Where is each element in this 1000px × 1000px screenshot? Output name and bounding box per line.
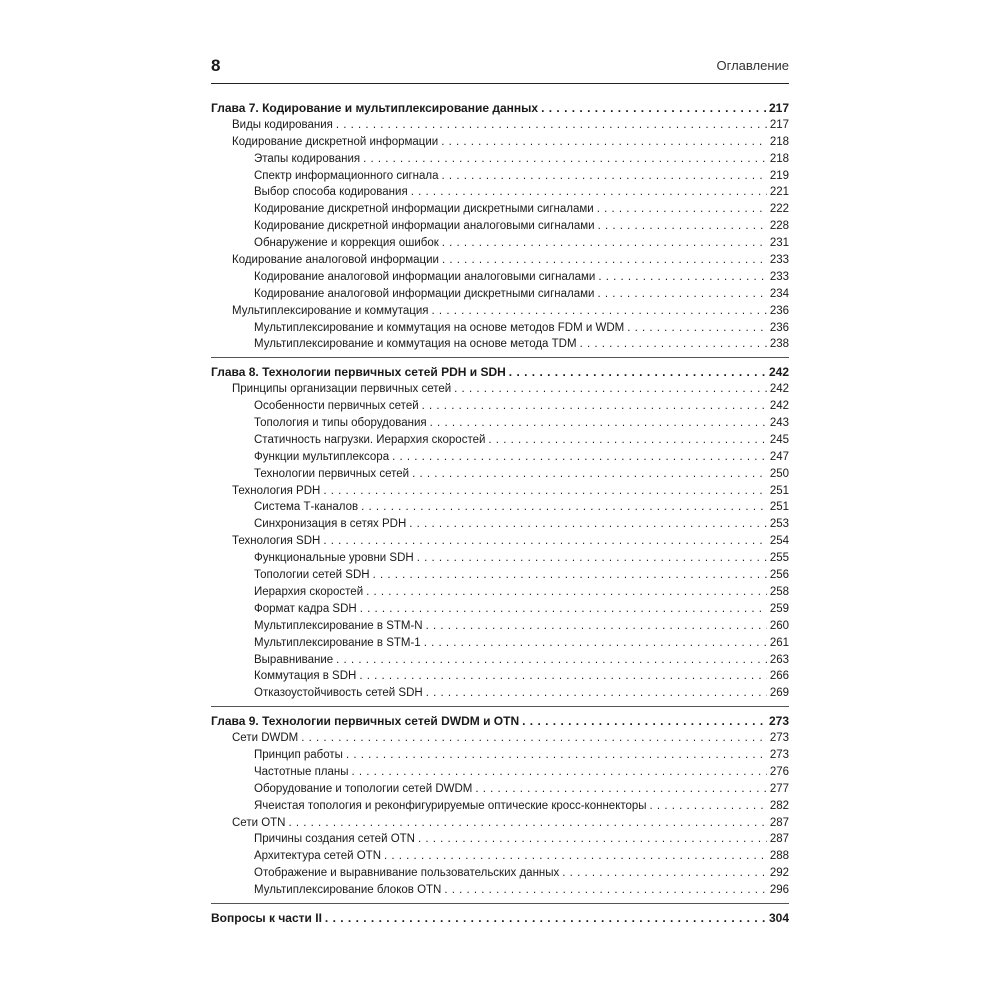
toc-entry-title: Причины создания сетей OTN (254, 833, 415, 846)
toc-entry[interactable] (211, 117, 789, 134)
toc-entry-page: 266 (769, 670, 789, 683)
dot-leader (454, 381, 767, 398)
toc-entry-page: 247 (769, 450, 789, 463)
toc-entry[interactable] (211, 668, 789, 685)
dot-leader (627, 320, 767, 337)
toc-entry-title: Технологии первичных сетей (254, 467, 410, 480)
toc-entry[interactable] (211, 747, 789, 764)
dot-leader (346, 747, 767, 764)
toc-entry-title: Коммутация в SDH (254, 670, 357, 683)
toc-entry-page: 238 (769, 338, 789, 351)
toc-entry-title: Технология SDH (232, 535, 321, 548)
dot-leader (597, 286, 766, 303)
dot-leader (597, 201, 767, 218)
toc-entry-title: Синхронизация в сетях PDH (254, 518, 407, 531)
toc-entry-title: Особенности первичных сетей (254, 400, 419, 413)
dot-leader (323, 483, 766, 500)
header-rule (211, 83, 789, 84)
toc-entry[interactable] (211, 584, 789, 601)
dot-leader (301, 730, 767, 747)
toc-entry-page: 259 (769, 602, 789, 615)
dot-leader (360, 601, 767, 618)
dot-leader (384, 848, 767, 865)
toc-chapter-entry[interactable] (211, 100, 789, 117)
toc-entry-page: 250 (769, 467, 789, 480)
toc-entry[interactable] (211, 635, 789, 652)
dot-leader (598, 269, 766, 286)
toc-entry[interactable] (211, 303, 789, 320)
toc-entry[interactable] (211, 831, 789, 848)
toc-entry-title: Глава 8. Технологии первичных сетей PDH и SDH (211, 365, 506, 380)
toc-entry[interactable] (211, 882, 789, 899)
toc-entry[interactable] (211, 550, 789, 567)
dot-leader (361, 499, 767, 516)
toc-entry-title: Выбор способа кодирования (254, 186, 408, 199)
dot-leader (336, 117, 767, 134)
dot-leader (325, 910, 766, 927)
toc-entry-page: 242 (769, 400, 789, 413)
toc-entry-page: 219 (769, 169, 789, 182)
toc-entry-title: Принципы организации первичных сетей (232, 383, 452, 396)
toc-entry[interactable] (211, 269, 789, 286)
toc-entry[interactable] (211, 865, 789, 882)
toc-entry[interactable] (211, 798, 789, 815)
toc-entry[interactable] (211, 449, 789, 466)
toc-entry-page: 251 (769, 501, 789, 514)
dot-leader (562, 865, 767, 882)
toc-entry-page: 254 (769, 535, 789, 548)
toc-entry[interactable] (211, 235, 789, 252)
toc-entry[interactable] (211, 764, 789, 781)
dot-leader (422, 398, 767, 415)
toc-entry-title: Сети DWDM (232, 732, 299, 745)
toc-entry-page: 221 (769, 186, 789, 199)
toc-chapter-group (211, 713, 789, 904)
toc-entry-title: Кодирование аналоговой информации аналоговыми сигналами (254, 270, 596, 283)
toc-entry-page: 273 (769, 748, 789, 761)
toc-entry-title: Принцип работы (254, 748, 343, 761)
toc-entry-page: 228 (769, 220, 789, 233)
toc-entry-page: 231 (769, 237, 789, 250)
toc-entry-title: Оборудование и топологии сетей DWDM (254, 782, 473, 795)
dot-leader (418, 831, 767, 848)
toc-entry[interactable] (211, 201, 789, 218)
toc-entry[interactable] (211, 601, 789, 618)
dot-leader (432, 303, 767, 320)
dot-leader (441, 134, 767, 151)
toc-entry-page: 288 (769, 850, 789, 863)
dot-leader (442, 235, 767, 252)
toc-entry[interactable] (211, 781, 789, 798)
page-header (211, 56, 789, 80)
toc-entry-page: 273 (769, 732, 789, 745)
toc-entry-page: 260 (769, 619, 789, 632)
toc-entry-page: 277 (769, 782, 789, 795)
toc-chapter-group (211, 100, 789, 358)
toc-entry-page: 218 (769, 135, 789, 148)
toc-entry-page: 255 (769, 552, 789, 565)
toc-entry-page: 292 (769, 867, 789, 880)
dot-leader (412, 466, 767, 483)
toc-chapter-group (211, 910, 789, 931)
dot-leader (442, 168, 767, 185)
dot-leader (373, 567, 767, 584)
toc-entry-title: Вопросы к части II (211, 910, 322, 925)
toc-entry-page: 282 (769, 799, 789, 812)
toc-entry-page: 243 (769, 417, 789, 430)
dot-leader (336, 652, 767, 669)
dot-leader (363, 151, 767, 168)
toc-entry[interactable] (211, 533, 789, 550)
running-title: Оглавление (716, 58, 789, 73)
toc-entry-title: Функциональные уровни SDH (254, 552, 414, 565)
toc-entry-title: Кодирование аналоговой информации дискретными сигналами (254, 287, 595, 300)
toc-entry-page: 236 (769, 304, 789, 317)
toc-entry-page: 258 (769, 585, 789, 598)
dot-leader (288, 815, 766, 832)
toc-entry-title: Топология и типы оборудования (254, 417, 427, 430)
toc-entry[interactable] (211, 184, 789, 201)
toc-entry[interactable] (211, 618, 789, 635)
toc-entry-page: 217 (768, 101, 789, 115)
toc-entry[interactable] (211, 848, 789, 865)
dot-leader (580, 336, 767, 353)
page-number: 8 (211, 56, 221, 75)
toc-entry-page: 261 (769, 636, 789, 649)
toc-entry-title: Система Т-каналов (254, 501, 359, 514)
dot-leader (598, 218, 767, 235)
dot-leader (411, 184, 767, 201)
toc-entry[interactable] (211, 151, 789, 168)
toc-entry-title: Мультиплексирование в STM-N (254, 619, 423, 632)
toc-entry-title: Спектр информационного сигнала (254, 169, 439, 182)
toc-chapter-entry[interactable] (211, 364, 789, 381)
toc-entry-title: Сети OTN (232, 816, 286, 829)
table-of-contents (211, 100, 789, 937)
dot-leader (392, 449, 767, 466)
toc-entry-title: Кодирование дискретной информации аналоговыми сигналами (254, 220, 595, 233)
toc-entry[interactable] (211, 730, 789, 747)
toc-chapter-group (211, 364, 789, 707)
dot-leader (426, 685, 767, 702)
dot-leader (424, 635, 767, 652)
toc-entry-page: 217 (769, 118, 789, 131)
toc-entry[interactable] (211, 499, 789, 516)
dot-leader (409, 516, 767, 533)
toc-entry[interactable] (211, 432, 789, 449)
dot-leader (488, 432, 766, 449)
toc-entry-page: 234 (769, 287, 789, 300)
toc-entry-title: Архитектура сетей OTN (254, 850, 381, 863)
toc-entry[interactable] (211, 252, 789, 269)
dot-leader (442, 252, 767, 269)
toc-entry-title: Топологии сетей SDH (254, 569, 370, 582)
toc-entry-title: Статичность нагрузки. Иерархия скоростей (254, 433, 486, 446)
dot-leader (417, 550, 767, 567)
toc-entry-page: 218 (769, 152, 789, 165)
toc-entry-page: 256 (769, 569, 789, 582)
toc-entry-page: 242 (768, 365, 789, 380)
toc-entry[interactable] (211, 286, 789, 303)
toc-entry-page: 269 (769, 687, 789, 700)
toc-entry-title: Виды кодирования (232, 118, 333, 131)
toc-entry[interactable] (211, 134, 789, 151)
toc-entry[interactable] (211, 336, 789, 353)
toc-entry-title: Кодирование аналоговой информации (232, 254, 439, 267)
dot-leader (509, 364, 766, 381)
dot-leader (359, 668, 766, 685)
toc-entry[interactable] (211, 567, 789, 584)
toc-entry-page: 251 (769, 484, 789, 497)
toc-entry[interactable] (211, 815, 789, 832)
dot-leader (444, 882, 766, 899)
toc-entry-title: Отображение и выравнивание пользовательских данных (254, 867, 560, 880)
toc-entry-title: Мультиплексирование и коммутация (232, 304, 429, 317)
toc-entry-page: 263 (769, 653, 789, 666)
dot-leader (366, 584, 767, 601)
toc-entry[interactable] (211, 466, 789, 483)
toc-entry[interactable] (211, 483, 789, 500)
toc-entry-title: Глава 7. Кодирование и мультиплексирование данных (211, 101, 539, 115)
dot-leader (522, 713, 766, 730)
dot-leader (426, 618, 767, 635)
toc-entry-page: 304 (768, 910, 789, 925)
toc-entry[interactable] (211, 168, 789, 185)
toc-entry-title: Мультиплексирование и коммутация на основе методов FDM и WDM (254, 321, 625, 334)
toc-entry[interactable] (211, 415, 789, 432)
toc-entry[interactable] (211, 652, 789, 669)
toc-entry-title: Технология PDH (232, 484, 321, 497)
toc-entry[interactable] (211, 320, 789, 337)
toc-entry[interactable] (211, 685, 789, 702)
dot-leader (430, 415, 767, 432)
dot-leader (650, 798, 767, 815)
toc-entry-title: Этапы кодирования (254, 152, 361, 165)
toc-entry-title: Ячеистая топология и реконфигурируемые оптические кросс-коннекторы (254, 799, 647, 812)
toc-entry-page: 233 (769, 270, 789, 283)
toc-entry-title: Иерархия скоростей (254, 585, 364, 598)
toc-entry[interactable] (211, 516, 789, 533)
dot-leader (352, 764, 767, 781)
toc-entry-title: Обнаружение и коррекция ошибок (254, 237, 439, 250)
toc-entry-title: Мультиплексирование блоков OTN (254, 884, 442, 897)
toc-entry-title: Кодирование дискретной информации дискретными сигналами (254, 203, 594, 216)
dot-leader (541, 100, 766, 117)
toc-entry-page: 242 (769, 383, 789, 396)
dot-leader (323, 533, 766, 550)
dot-leader (475, 781, 766, 798)
toc-entry-title: Частотные планы (254, 765, 349, 778)
toc-entry-title: Мультиплексирование и коммутация на основе метода TDM (254, 338, 577, 351)
toc-entry-title: Выравнивание (254, 653, 334, 666)
toc-entry-title: Глава 9. Технологии первичных сетей DWDM и OTN (211, 714, 520, 729)
toc-entry-title: Отказоустойчивость сетей SDH (254, 687, 423, 700)
toc-entry[interactable] (211, 381, 789, 398)
toc-entry[interactable] (211, 218, 789, 235)
toc-entry-page: 222 (769, 203, 789, 216)
toc-entry-page: 296 (769, 884, 789, 897)
toc-chapter-entry[interactable] (211, 713, 789, 730)
toc-entry-page: 253 (769, 518, 789, 531)
toc-entry-page: 287 (769, 816, 789, 829)
toc-entry-title: Формат кадра SDH (254, 602, 357, 615)
toc-entry-title: Кодирование дискретной информации (232, 135, 439, 148)
toc-entry-page: 236 (769, 321, 789, 334)
toc-entry-page: 233 (769, 254, 789, 267)
toc-entry[interactable] (211, 398, 789, 415)
toc-entry-page: 287 (769, 833, 789, 846)
toc-entry-title: Мультиплексирование в STM-1 (254, 636, 421, 649)
toc-entry-page: 245 (769, 433, 789, 446)
toc-entry-page: 276 (769, 765, 789, 778)
toc-entry-title: Функции мультиплексора (254, 450, 390, 463)
toc-entry-page: 273 (768, 714, 789, 729)
toc-chapter-entry[interactable] (211, 910, 789, 927)
